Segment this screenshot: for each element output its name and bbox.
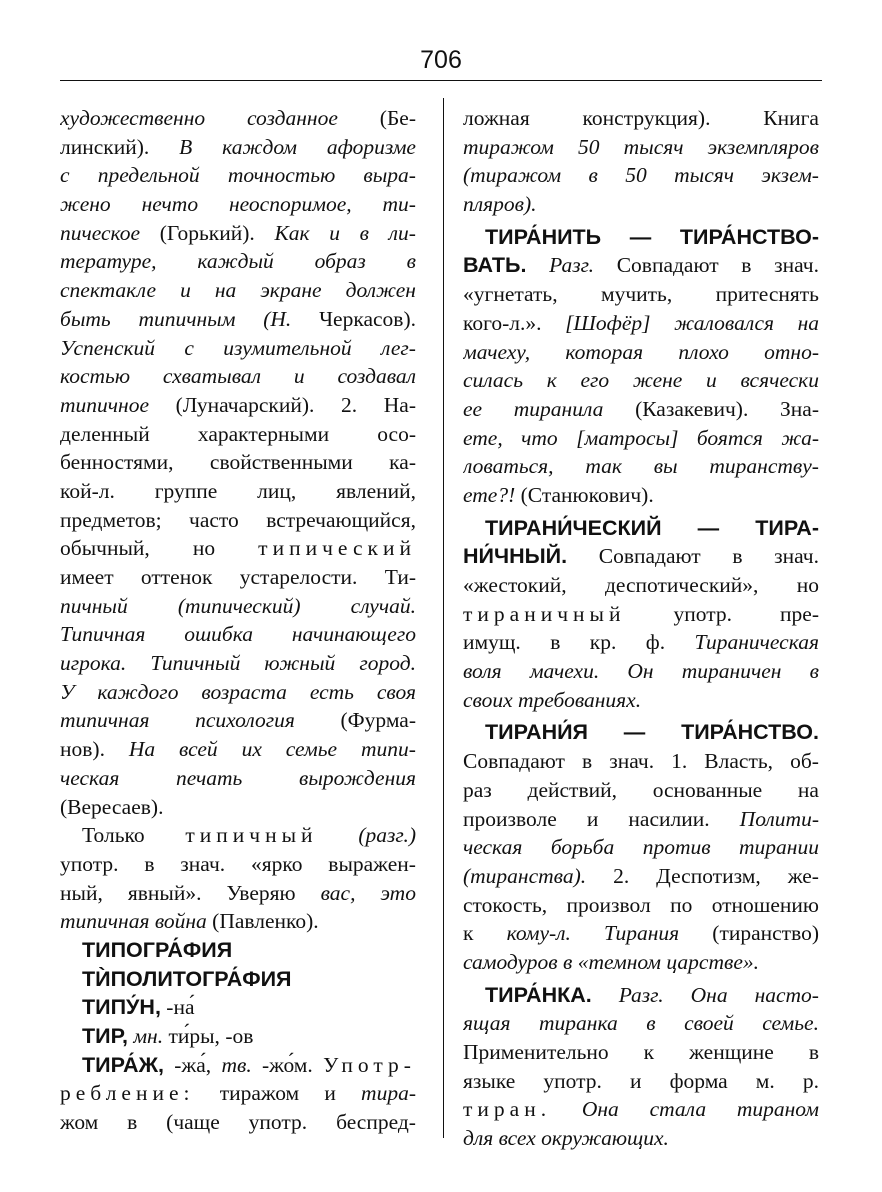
text-line: типичная война (Павленко). xyxy=(60,909,319,934)
page-number: 706 xyxy=(420,46,462,74)
header-rule xyxy=(60,80,822,81)
text-line: художественно созданное (Бе- xyxy=(60,106,416,130)
text-line: типичная психология (Фурма- xyxy=(60,708,416,733)
right-column xyxy=(463,104,819,1153)
text-line: кой-л. группе лиц, явлений, xyxy=(60,478,416,503)
entry-headword: ТИРАНИ́ЧЕСКИЙ — ТИРА- xyxy=(485,515,819,540)
text-line: самодуров в «темном царстве». xyxy=(463,949,759,974)
text-line: воля мачехи. Он тираничен в xyxy=(463,659,819,684)
text-line: ете, что [матросы] боятся жа- xyxy=(463,425,819,450)
text-line: ческая печать вырождения xyxy=(60,765,416,790)
text-line: Только типичный (разг.) xyxy=(82,823,416,848)
text-line: тиражом 50 тысяч экземпляров xyxy=(463,134,819,159)
text-line: НИ́ЧНЫЙ. Совпадают в знач. xyxy=(463,544,819,569)
entry-headword: ТИРА́НИТЬ — ТИРА́НСТВО- xyxy=(485,224,819,249)
text-line: (Вересаев). xyxy=(60,794,164,819)
entry-headword: ТИРА́Ж, -жа́, тв. -жо́м. Употр- xyxy=(82,1052,416,1077)
text-line: жом в (чаще употр. беспред- xyxy=(60,1110,416,1135)
text-line: пичный (типический) случай. xyxy=(60,593,416,618)
text-line: для всех окружающих. xyxy=(463,1126,669,1151)
text-line: произволе и насилии. Полити- xyxy=(463,806,819,831)
text-line: линский). В каждом афоризме xyxy=(60,134,416,159)
entry-headword: ТЍПОЛИТОГРА́ФИЯ xyxy=(82,966,292,991)
text-line: силась к его жене и всячески xyxy=(463,368,819,393)
text-line: быть типичным (Н. Черкасов). xyxy=(60,306,416,331)
text-line: предметов; часто встречающийся, xyxy=(60,507,416,532)
text-line: языке употр. и форма м. р. xyxy=(463,1068,819,1093)
text-line: «жестокий, деспотический», но xyxy=(463,573,819,597)
text-line: Применительно к женщине в xyxy=(463,1040,819,1064)
text-line: ВАТЬ. Разг. Совпадают в знач. xyxy=(463,253,819,278)
text-line: имущ. в кр. ф. Тираническая xyxy=(463,630,819,655)
text-line: употр. в знач. «ярко выражен- xyxy=(60,851,416,876)
text-line: Успенский с изумительной лег- xyxy=(60,335,416,360)
text-line: кого-л.». [Шофёр] жаловался на xyxy=(463,310,819,335)
text-line: раз действий, основанные на xyxy=(463,777,819,802)
text-line: (тиражом в 50 тысяч экзем- xyxy=(463,163,819,188)
text-line: деленный характерными осо- xyxy=(60,421,416,446)
text-line: Совпадают в знач. 1. Власть, об- xyxy=(463,749,819,774)
text-line: жено нечто неоспоримое, ти- xyxy=(60,192,416,217)
text-line: ный, явный». Уверяю вас, это xyxy=(60,880,416,905)
entry-headword: ТИР, мн. ти́ры, -ов xyxy=(82,1024,254,1048)
text-line: костью схватывал и создавал xyxy=(60,364,416,389)
text-line: пическое (Горький). Как и в ли- xyxy=(60,220,416,245)
text-line: обычный, но типический xyxy=(60,536,416,561)
text-line: типичное (Луначарский). 2. На- xyxy=(60,392,416,417)
entry-headword: ТИПОГРА́ФИЯ xyxy=(82,937,233,962)
column-divider xyxy=(443,98,444,1138)
text-line: тературе, каждый образ в xyxy=(60,249,416,274)
entry-headword: ТИРАНИ́Я — ТИРА́НСТВО. xyxy=(485,720,819,745)
text-line: «угнетать, мучить, притеснять xyxy=(463,282,819,307)
text-line: ете?! (Станюкович). xyxy=(463,482,654,507)
entry-headword: ТИПУ́Н, -на́ xyxy=(82,995,195,1020)
text-line: стокость, произвол по отношению xyxy=(463,892,819,917)
text-line: ложная конструкция). Книга xyxy=(463,106,819,130)
text-line: спектакле и на экране должен xyxy=(60,278,416,303)
text-line: мачеху, которая плохо отно- xyxy=(463,339,819,364)
text-line: тиран. Она стала тираном xyxy=(463,1097,819,1122)
text-line: (тиранства). 2. Деспотизм, же- xyxy=(463,863,819,888)
text-line: тираничный употр. пре- xyxy=(463,601,819,626)
text-line: имеет оттенок устарелости. Ти- xyxy=(60,565,416,589)
text-line: ческая борьба против тирании xyxy=(463,835,819,860)
text-line: ребление: тиражом и тира- xyxy=(60,1081,416,1106)
text-line: нов). На всей их семье типи- xyxy=(60,737,416,762)
text-line: У каждого возраста есть своя xyxy=(60,679,416,704)
text-line: пляров). xyxy=(463,192,537,217)
entry-headword: ТИРА́НКА. Разг. Она насто- xyxy=(485,982,819,1007)
text-line: игрока. Типичный южный город. xyxy=(60,651,416,676)
text-line: бенностями, свойственными ка- xyxy=(60,450,416,475)
left-column xyxy=(60,104,416,1137)
text-line: Типичная ошибка начинающего xyxy=(60,622,416,647)
text-line: ее тиранила (Казакевич). Зна- xyxy=(463,396,819,421)
text-line: к кому-л. Тирания (тиранство) xyxy=(463,921,819,946)
text-line: ловаться, так вы тиранству- xyxy=(463,454,819,479)
text-line: ящая тиранка в своей семье. xyxy=(463,1011,819,1036)
text-line: своих требованиях. xyxy=(463,687,642,712)
text-line: с предельной точностью выра- xyxy=(60,163,416,188)
